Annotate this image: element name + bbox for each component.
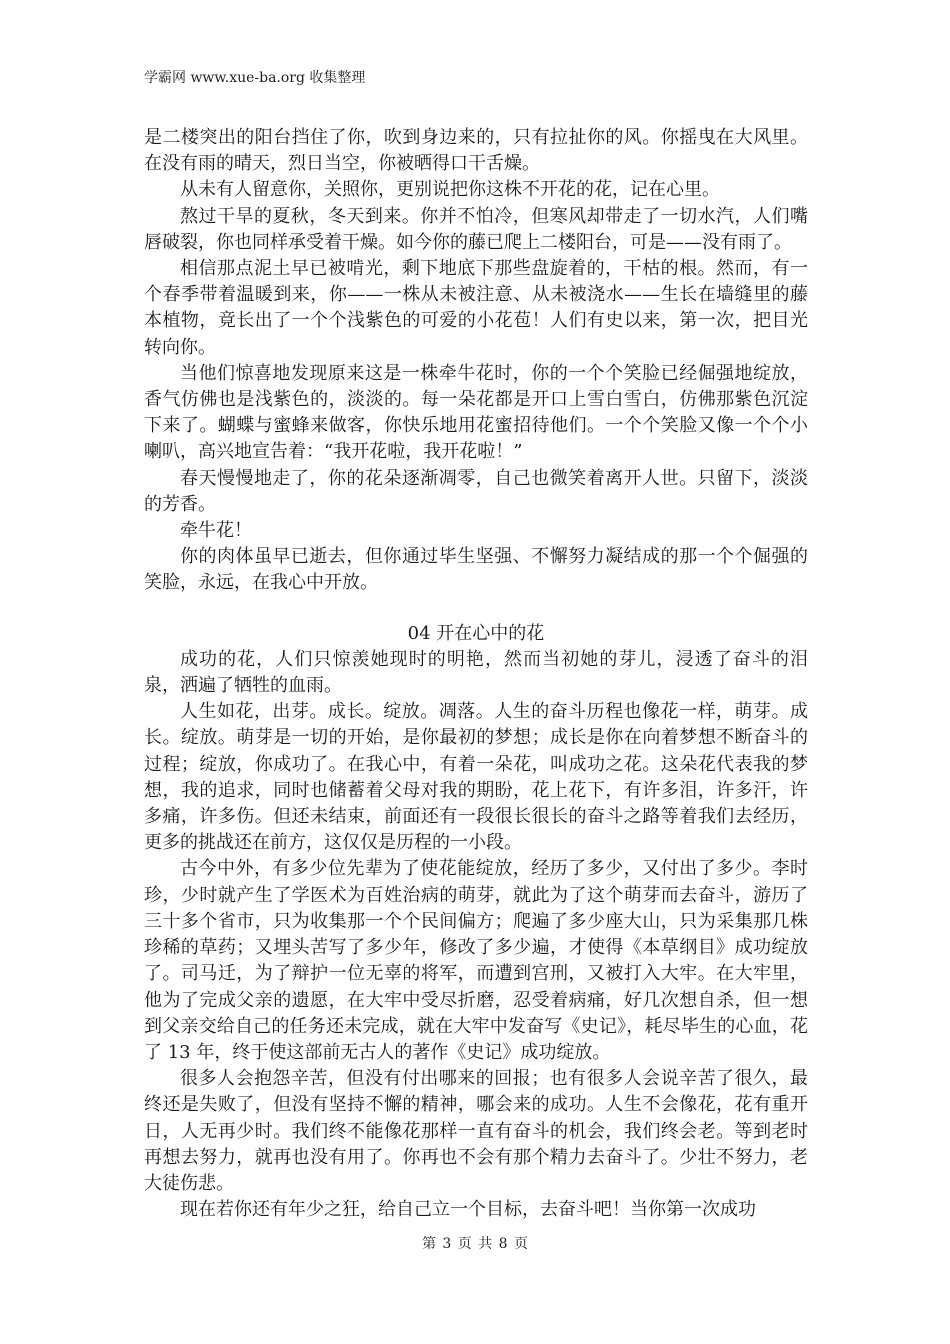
paragraph: 当他们惊喜地发现原来这是一株牵牛花时，你的一个个笑脸已经倔强地绽放，香气仿佛也是浅紫色的，淡淡的。每一朵花都是开口上雪白雪白，仿佛那紫色沉淀下来了。蝴蝶与蜜蜂来做客，你快乐地用花蜜招待他们。一个个笑脸又像一个个小喇叭，高兴地宣告着：“我开花啦，我开花啦！” xyxy=(144,362,808,463)
paragraph: 春天慢慢地走了，你的花朵逐渐凋零，自己也微笑着离开人世。只留下，淡淡的芳香。 xyxy=(144,467,808,515)
paragraph: 成功的花，人们只惊羡她现时的明艳，然而当初她的芽儿，浸透了奋斗的泪泉，洒遍了牺牲的血雨。 xyxy=(144,648,808,697)
paragraph: 人生如花，出芽。成长。绽放。凋落。人生的奋斗历程也像花一样，萌芽。成长。绽放。萌芽是一切的开始，是你最初的梦想；成长是你在向着梦想不断奋斗的过程；绽放，你成功了。在我心中，有着一朵花，叫成功之花。这朵花代表我的梦想，我的追求，同时也储蓄着父母对我的期盼，花上花下，有许多泪，许多汗，许多痛，许多伤。但还未结束，前面还有一段很长很长的奋斗之路等着我们去经历，更多的挑战还在前方，这仅仅是历程的一小段。 xyxy=(144,701,808,854)
paragraph: 从未有人留意你，关照你，更别说把你这株不开花的花，记在心里。 xyxy=(180,179,720,201)
document-body xyxy=(144,125,808,1223)
paragraph: 相信那点泥土早已被啃光，剩下地底下那些盘旋着的，干枯的根。然而，有一个春季带着温暖到来，你——一株从未被注意、从未被浇水——生长在墙缝里的藤本植物，竟长出了一个个浅紫色的可爱的小花苞！人们有史以来，第一次，把目光转向你。 xyxy=(144,258,808,358)
paragraph: 牵牛花！ xyxy=(180,520,252,542)
paragraph: 你的肉体虽早已逝去，但你通过毕生坚强、不懈努力凝结成的那一个个倔强的笑脸，永远，在我心中开放。 xyxy=(144,546,808,594)
paragraph: 现在若你还有年少之狂，给自己立一个目标，去奋斗吧！当你第一次成功 xyxy=(180,1199,756,1221)
page-footer: 第 3 页 共 8 页 xyxy=(421,1236,529,1252)
section-title: 04 开在心中的花 xyxy=(407,622,545,644)
paragraph: 熬过干旱的夏秋，冬天到来。你并不怕冷，但寒风却带走了一切水汽，人们嘴唇破裂，你也同样承受着干燥。如今你的藤已爬上二楼阳台，可是——没有雨了。 xyxy=(144,205,808,253)
page-header: 学霸网 www.xue-ba.org 收集整理 xyxy=(144,70,366,86)
paragraph: 很多人会抱怨辛苦，但没有付出哪来的回报；也有很多人会说辛苦了很久，最终还是失败了，但没有坚持不懈的精神，哪会来的成功。人生不会像花，花有重开日，人无再少时。我们终不能像花那样一直有奋斗的机会，我们终会老。等到老时再想去努力，就再也没有用了。你再也不会有那个精力去奋斗了。少壮不努力，老大徒伤悲。 xyxy=(144,1068,808,1194)
paragraph: 是二楼突出的阳台挡住了你，吹到身边来的，只有拉扯你的风。你摇曳在大风里。在没有雨的晴天，烈日当空，你被晒得口干舌燥。 xyxy=(144,127,808,175)
paragraph: 古今中外，有多少位先辈为了使花能绽放，经历了多少，又付出了多少。李时珍，少时就产生了学医术为百姓治病的萌芽，就此为了这个萌芽而去奋斗，游历了三十多个省市，只为收集那一个个民间偏方；爬遍了多少座大山，只为采集那几株珍稀的草药；又埋头苦写了多少年，修改了多少遍，才使得《本草纲目》成功绽放了。司马迁，为了辩护一位无辜的将军，而遭到宫刑，又被打入大牢。在大牢里，他为了完成父亲的遗愿，在大牢中受尽折磨，忍受着病痛，好几次想自杀，但一想到父亲交给自己的任务还未完成，就在大牢中发奋写《史记》，耗尽毕生的心血，花了 13 年，终于使这部前无古人的著作《史记》成功绽放。 xyxy=(144,858,808,1063)
